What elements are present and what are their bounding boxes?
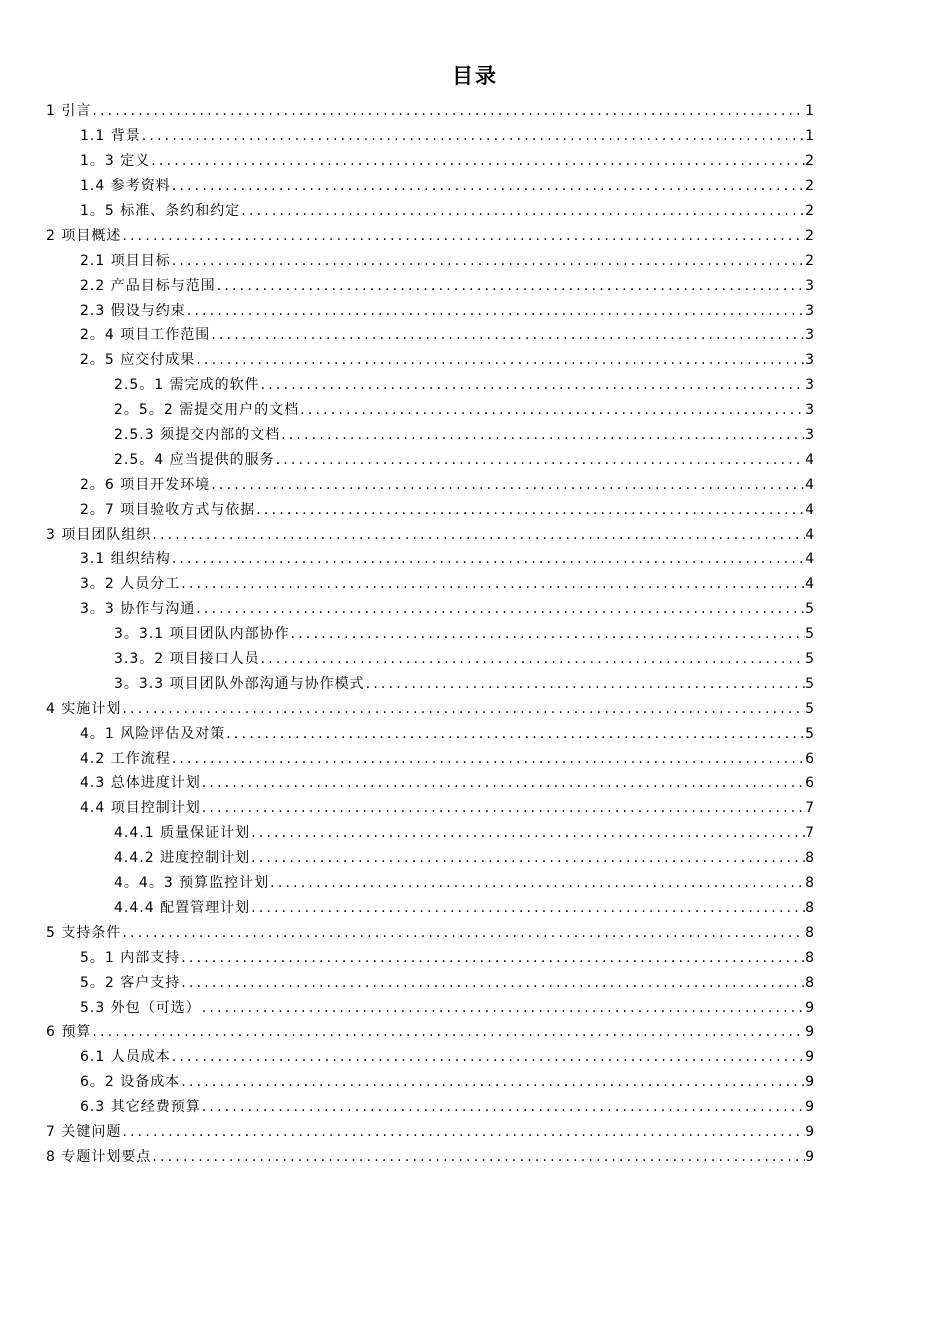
toc-dot-leader: [275, 451, 805, 469]
toc-entry-label: 2。6 项目开发环境: [80, 476, 211, 493]
toc-entry-page-number: 9: [805, 1049, 814, 1066]
toc-entry[interactable]: [0, 945, 950, 970]
toc-entry-page-number: 3: [805, 377, 814, 394]
toc-entry-page-number: 6: [805, 750, 814, 767]
toc-entry[interactable]: [0, 273, 950, 298]
toc-dot-leader: [210, 476, 805, 494]
toc-entry-label: 1.1 背景: [80, 128, 141, 145]
toc-dot-leader: [121, 700, 805, 718]
toc-dot-leader: [365, 675, 805, 693]
toc-dot-leader: [151, 1148, 805, 1166]
toc-entry-page-number: 1: [805, 128, 814, 145]
toc-entry-page-number: 8: [805, 949, 814, 966]
toc-dot-leader: [171, 750, 805, 768]
toc-entry-page-number: 9: [805, 1099, 814, 1116]
toc-entry-page-number: 8: [805, 974, 814, 991]
toc-entry-page-number: 2: [805, 227, 814, 244]
toc-entry-label: 6.3 其它经费预算: [80, 1099, 201, 1116]
toc-dot-leader: [121, 924, 805, 942]
toc-dot-leader: [225, 725, 805, 743]
page-title: 目录: [452, 64, 498, 88]
toc-entry-label: 2 项目概述: [46, 227, 122, 244]
toc-dot-leader: [171, 177, 805, 195]
toc-entry-page-number: 8: [805, 924, 814, 941]
toc-entry-page-number: 4: [805, 551, 814, 568]
toc-dot-leader: [250, 849, 805, 867]
toc-dot-leader: [180, 949, 805, 967]
toc-entry-label: 2.5。1 需完成的软件: [114, 377, 260, 394]
toc-entry[interactable]: [0, 1144, 950, 1169]
toc-dot-leader: [151, 526, 805, 544]
toc-entry-page-number: 8: [805, 899, 814, 916]
toc-entry-page-number: 9: [805, 1024, 814, 1041]
toc-dot-leader: [201, 999, 805, 1017]
toc-entry-page-number: 4: [805, 501, 814, 518]
toc-entry[interactable]: [0, 871, 950, 896]
toc-entry-page-number: 4: [805, 576, 814, 593]
toc-entry-page-number: 9: [805, 1074, 814, 1091]
toc-entry-page-number: 7: [805, 800, 814, 817]
toc-entry[interactable]: [0, 174, 950, 199]
toc-entry-page-number: 3: [805, 302, 814, 319]
toc-entry-label: 3。3.3 项目团队外部沟通与协作模式: [114, 675, 365, 692]
toc-dot-leader: [250, 899, 805, 917]
toc-dot-leader: [290, 625, 805, 643]
toc-entry-label: 5 支持条件: [46, 924, 122, 941]
toc-dot-leader: [171, 550, 805, 568]
toc-entry[interactable]: [0, 1095, 950, 1120]
toc-dot-leader: [269, 874, 805, 892]
toc-dot-leader: [180, 1073, 805, 1091]
toc-dot-leader: [180, 575, 805, 593]
toc-entry[interactable]: [0, 1120, 950, 1145]
toc-entry-label: 6.1 人员成本: [80, 1049, 171, 1066]
toc-entry[interactable]: [0, 497, 950, 522]
toc-dot-leader: [150, 152, 805, 170]
toc-entry[interactable]: [0, 721, 950, 746]
toc-entry[interactable]: [0, 298, 950, 323]
toc-dot-leader: [186, 302, 805, 320]
toc-entry[interactable]: [0, 248, 950, 273]
toc-entry[interactable]: [0, 348, 950, 373]
toc-entry[interactable]: [0, 696, 950, 721]
toc-dot-leader: [195, 600, 805, 618]
toc-entry-page-number: 5: [805, 700, 814, 717]
toc-dot-leader: [240, 202, 805, 220]
toc-dot-leader: [141, 127, 805, 145]
toc-entry-label: 2。5。2 需提交用户的文档: [114, 402, 300, 419]
toc-dot-leader: [255, 501, 805, 519]
toc-entry[interactable]: [0, 223, 950, 248]
toc-entry-page-number: 8: [805, 850, 814, 867]
toc-entry[interactable]: [0, 373, 950, 398]
toc-entry-page-number: 8: [805, 875, 814, 892]
toc-entry-page-number: 9: [805, 1123, 814, 1140]
toc-entry-label: 1 引言: [46, 103, 92, 120]
toc-entry-label: 4.3 总体进度计划: [80, 775, 201, 792]
toc-dot-leader: [91, 102, 805, 120]
toc-dot-leader: [201, 1098, 805, 1116]
toc-entry-page-number: 1: [805, 103, 814, 120]
toc-entry[interactable]: [0, 920, 950, 945]
toc-entry-label: 4.4.4 配置管理计划: [114, 899, 251, 916]
toc-entry-label: 3。2 人员分工: [80, 576, 181, 593]
toc-entry[interactable]: [0, 547, 950, 572]
toc-entry[interactable]: [0, 149, 950, 174]
toc-entry-page-number: 5: [805, 651, 814, 668]
toc-dot-leader: [250, 824, 805, 842]
toc-entry[interactable]: [0, 472, 950, 497]
toc-dot-leader: [180, 974, 805, 992]
toc-entry-label: 6。2 设备成本: [80, 1074, 181, 1091]
toc-dot-leader: [201, 774, 805, 792]
toc-entry[interactable]: [0, 398, 950, 423]
toc-entry-label: 4。4。3 预算监控计划: [114, 875, 270, 892]
toc-entry-label: 2.5.3 须提交内部的文档: [114, 427, 281, 444]
toc-dot-leader: [91, 1023, 805, 1041]
toc-entry[interactable]: [0, 423, 950, 448]
toc-dot-leader: [299, 401, 805, 419]
toc-entry-label: 4.4.1 质量保证计划: [114, 825, 251, 842]
toc-entry-label: 4.2 工作流程: [80, 750, 171, 767]
toc-entry-label: 4。1 风险评估及对策: [80, 725, 226, 742]
toc-entry-page-number: 3: [805, 277, 814, 294]
toc-entry[interactable]: [0, 447, 950, 472]
toc-entry-label: 3.1 组织结构: [80, 551, 171, 568]
toc-entry[interactable]: [0, 1020, 950, 1045]
table-of-contents: [0, 99, 950, 1169]
toc-entry[interactable]: [0, 1045, 950, 1070]
toc-entry-page-number: 5: [805, 675, 814, 692]
toc-entry[interactable]: [0, 622, 950, 647]
toc-entry[interactable]: [0, 1070, 950, 1095]
toc-entry-page-number: 3: [805, 327, 814, 344]
toc-entry[interactable]: [0, 771, 950, 796]
toc-entry-label: 2.1 项目目标: [80, 252, 171, 269]
toc-entry-page-number: 4: [805, 526, 814, 543]
toc-entry-page-number: 2: [805, 178, 814, 195]
toc-entry-page-number: 6: [805, 775, 814, 792]
toc-entry-label: 1。5 标准、条约和约定: [80, 203, 241, 219]
toc-dot-leader: [195, 351, 805, 369]
toc-entry-label: 4 实施计划: [46, 700, 122, 717]
toc-entry-label: 3。3 协作与沟通: [80, 601, 196, 618]
toc-entry[interactable]: [0, 995, 950, 1020]
toc-dot-leader: [260, 376, 805, 394]
toc-entry-label: 3.3。2 项目接口人员: [114, 651, 260, 668]
toc-entry[interactable]: [0, 821, 950, 846]
toc-entry[interactable]: [0, 671, 950, 696]
toc-entry[interactable]: [0, 746, 950, 771]
toc-entry-label: 7 关键问题: [46, 1123, 122, 1140]
toc-entry[interactable]: [0, 99, 950, 124]
toc-dot-leader: [171, 252, 805, 270]
toc-entry-label: 2.3 假设与约束: [80, 302, 186, 319]
toc-dot-leader: [216, 277, 805, 295]
toc-entry-page-number: 2: [805, 252, 814, 269]
toc-entry-label: 4.4.2 进度控制计划: [114, 850, 251, 867]
toc-entry-label: 2.2 产品目标与范围: [80, 277, 216, 294]
toc-dot-leader: [210, 326, 805, 344]
toc-entry[interactable]: [0, 323, 950, 348]
toc-entry-label: 3。3.1 项目团队内部协作: [114, 626, 290, 643]
toc-entry[interactable]: [0, 597, 950, 622]
toc-entry[interactable]: [0, 970, 950, 995]
toc-entry[interactable]: [0, 647, 950, 672]
toc-dot-leader: [171, 1048, 805, 1066]
toc-dot-leader: [260, 650, 805, 668]
toc-entry[interactable]: [0, 896, 950, 921]
toc-entry[interactable]: [0, 199, 950, 224]
toc-entry-label: 5.3 外包（可选）: [80, 999, 201, 1016]
toc-entry-label: 2。7 项目验收方式与依据: [80, 501, 256, 518]
toc-entry-label: 8 专题计划要点: [46, 1148, 152, 1165]
toc-entry-label: 4.4 项目控制计划: [80, 800, 201, 817]
toc-entry[interactable]: [0, 124, 950, 149]
toc-entry-page-number: 2: [805, 203, 814, 219]
toc-entry-page-number: 3: [805, 352, 814, 369]
toc-entry-page-number: 7: [805, 825, 814, 842]
toc-entry[interactable]: [0, 796, 950, 821]
toc-entry-label: 2。5 应交付成果: [80, 352, 196, 369]
toc-dot-leader: [121, 1123, 805, 1141]
toc-entry[interactable]: [0, 572, 950, 597]
toc-entry-label: 5。1 内部支持: [80, 949, 181, 966]
toc-entry-label: 5。2 客户支持: [80, 974, 181, 991]
toc-entry-label: 2。4 项目工作范围: [80, 327, 211, 344]
toc-entry-page-number: 5: [805, 626, 814, 643]
toc-entry-page-number: 3: [805, 427, 814, 444]
toc-entry-page-number: 2: [805, 153, 814, 170]
toc-entry-page-number: 4: [805, 451, 814, 468]
toc-entry-label: 2.5。4 应当提供的服务: [114, 451, 275, 468]
toc-entry-label: 6 预算: [46, 1024, 92, 1041]
toc-entry-page-number: 5: [805, 725, 814, 742]
toc-dot-leader: [121, 227, 805, 245]
toc-entry-label: 1。3 定义: [80, 153, 151, 170]
toc-entry[interactable]: [0, 846, 950, 871]
toc-dot-leader: [201, 799, 805, 817]
toc-entry-page-number: 4: [805, 476, 814, 493]
toc-entry-page-number: 5: [805, 601, 814, 618]
toc-entry[interactable]: [0, 522, 950, 547]
toc-dot-leader: [280, 426, 805, 444]
toc-entry-label: 3 项目团队组织: [46, 526, 152, 543]
toc-entry-page-number: 3: [805, 402, 814, 419]
toc-entry-page-number: 9: [805, 999, 814, 1016]
toc-entry-label: 1.4 参考资料: [80, 178, 171, 195]
toc-entry-page-number: 9: [805, 1148, 814, 1165]
